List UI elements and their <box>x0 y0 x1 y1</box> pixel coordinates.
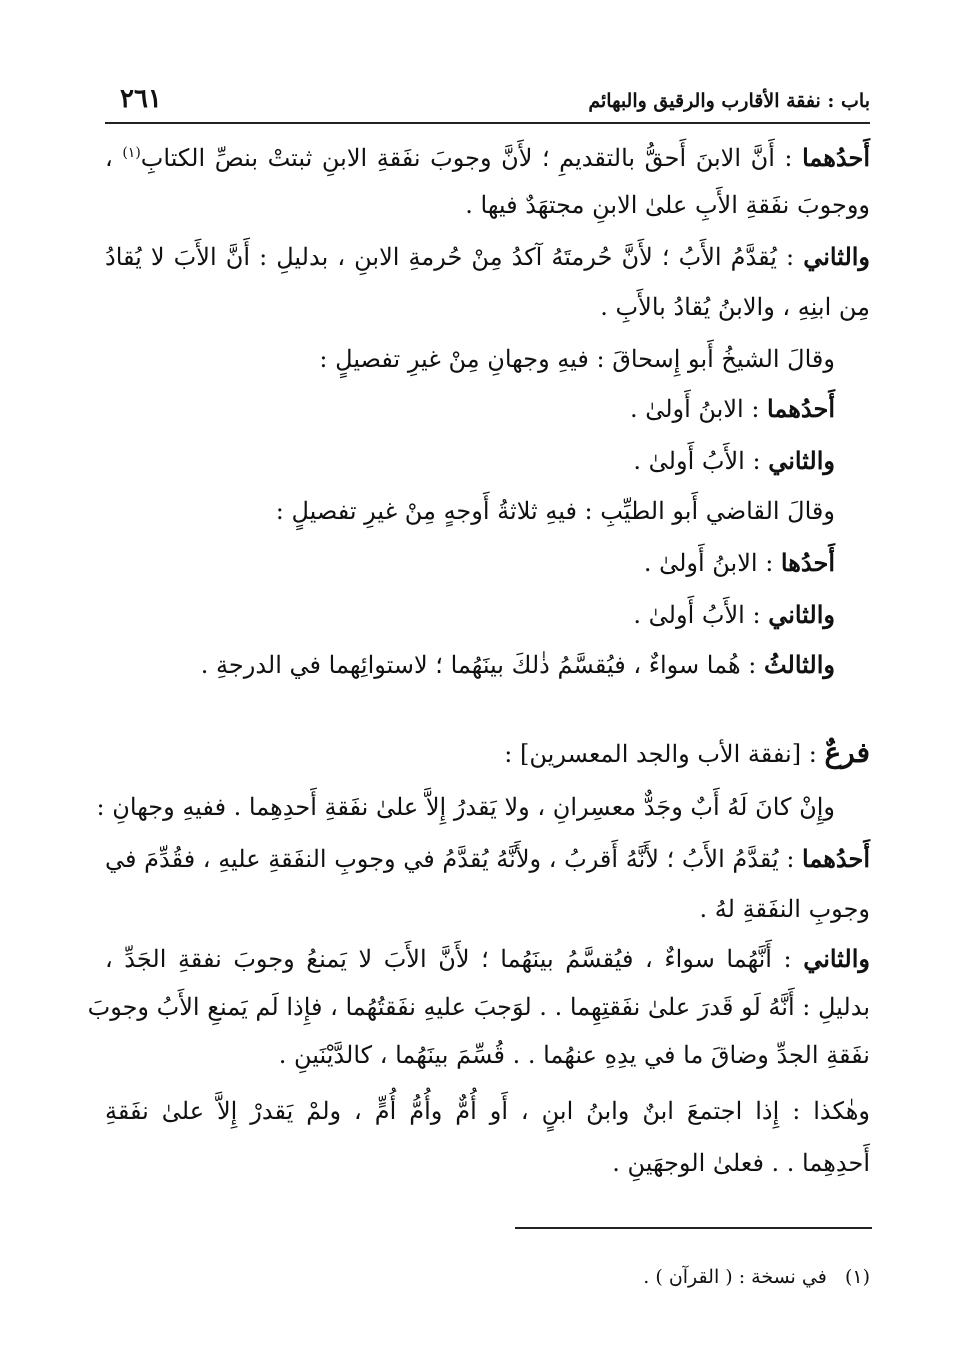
text-run: : الابنُ أَولىٰ . <box>629 395 768 423</box>
text-line: وقالَ الشيخُ أَبو إِسحاقَ : فيهِ وجهانِ مِنْ غيرِ تفصيلٍ : <box>319 345 835 373</box>
text-line: وهٰكذا : إِذا اجتمعَ ابنٌ وابنُ ابنٍ ، أَو أُمٌّ وأُمُّ أُمٍّ ، ولمْ يَقدرْ إِلاَّ علىٰ نفَقةِ <box>105 1097 870 1125</box>
text-run: : أَنَّ الابنَ أَحقُّ بالتقديمِ ؛ لأَنَّ وجوبَ نفَقةِ الابنِ ثبتتْ بنصِّ الكتابِ <box>140 144 803 172</box>
text-line: ووجوبَ نفَقةِ الأَبِ علىٰ الابنِ مجتهَدٌ فيها . <box>465 191 870 219</box>
footnote-text: في نسخة : ( القرآن ) . <box>643 1266 827 1288</box>
text-line <box>105 136 870 175</box>
text-line <box>105 444 835 478</box>
heading-term: فرعٌ <box>824 736 870 769</box>
text-line: مِن ابنِهِ ، والابنُ يُقادُ بالأَبِ . <box>600 293 870 321</box>
footnote <box>105 1262 870 1292</box>
text-line <box>105 546 835 580</box>
bold-term: والثاني <box>768 600 835 629</box>
heading-title: : [نفقة الأب والجد المعسرين] : <box>504 740 825 768</box>
footnote-divider <box>515 1227 872 1229</box>
bold-term: والثالثُ <box>763 650 835 679</box>
page-header <box>105 80 870 120</box>
section-heading <box>105 736 870 771</box>
text-line <box>105 240 870 274</box>
bold-term: والثاني <box>803 242 871 271</box>
text-run: : يُقدَّمُ الأَبُ ؛ لأَنَّهُ أَقربُ ، ولأَنَّهُ يُقدَّمُ في وجوبِ النفَقةِ عليهِ ، فقُدِّمَ في <box>105 845 803 873</box>
text-run: : يُقدَّمُ الأَبُ ؛ لأَنَّ حُرمتَهُ آكدُ مِنْ حُرمةِ الابنِ ، بدليلِ : أَنَّ الأَبَ لا يُقادُ <box>105 243 804 271</box>
header-divider <box>105 122 870 124</box>
text-run: : الأَبُ أَولىٰ . <box>633 601 769 629</box>
text-line: أَحدِهِما . . فعلىٰ الوجهَينِ . <box>612 1149 870 1177</box>
text-line: وإِنْ كانَ لَهُ أَبٌ وجَدٌّ معسِرانِ ، ولا يَقدرُ إِلاَّ علىٰ نفَقةِ أَحدِهِما . ففيهِ وجهانِ : <box>96 793 835 821</box>
footnote-marker: (١) <box>844 1266 870 1288</box>
text-line: بدليلِ : أَنَّهُ لَو قَدرَ علىٰ نفَقتِهِما . . لوَجبَ عليهِ نفَقتُهُما ، فإِذا لَم يَمنعِ الأَبُ وجوبَ <box>87 993 870 1021</box>
bold-term: والثاني <box>768 446 835 475</box>
bold-term: أَحدُهما <box>767 394 835 423</box>
bold-term: والثاني <box>803 944 870 973</box>
page-number: ٢٦١ <box>120 84 162 114</box>
text-line <box>105 392 835 426</box>
text-run: : هُما سواءٌ ، فيُقسَّمُ ذٰلكَ بينَهُما ؛ لاستوائِهما في الدرجةِ . <box>200 651 764 679</box>
bold-term: أَحدُهما <box>802 143 871 172</box>
text-line <box>105 598 835 632</box>
text-run: : الابنُ أَولىٰ . <box>643 549 781 577</box>
bold-term: أَحدُهما <box>802 844 870 873</box>
text-line <box>105 842 870 876</box>
text-run: : الأَبُ أَولىٰ . <box>633 447 769 475</box>
text-line: وجوبِ النفَقةِ لهُ . <box>699 895 870 923</box>
text-line: نفَقةِ الجدِّ وضاقَ ما في يدِهِ عنهُما . . قُسِّمَ بينَهُما ، كالدَّيْنَينِ . <box>278 1041 870 1069</box>
text-line: وقالَ القاضي أَبو الطيِّبِ : فيهِ ثلاثةُ أَوجهٍ مِنْ غيرِ تفصيلٍ : <box>275 497 835 525</box>
bold-term: أَحدُها <box>780 548 835 577</box>
footnote-ref: (١) <box>122 145 141 161</box>
text-run: : أَنَّهُما سواءٌ ، فيُقسَّمُ بينَهُما ؛ لأَنَّ الأَبَ لا يَمنعُ وجوبَ نفقةِ الجَدِّ ، <box>105 945 804 973</box>
chapter-title: باب : نفقة الأقارب والرقيق والبهائم <box>588 90 870 112</box>
text-run: ، <box>105 144 123 172</box>
text-line <box>105 648 835 682</box>
text-line <box>105 942 870 976</box>
